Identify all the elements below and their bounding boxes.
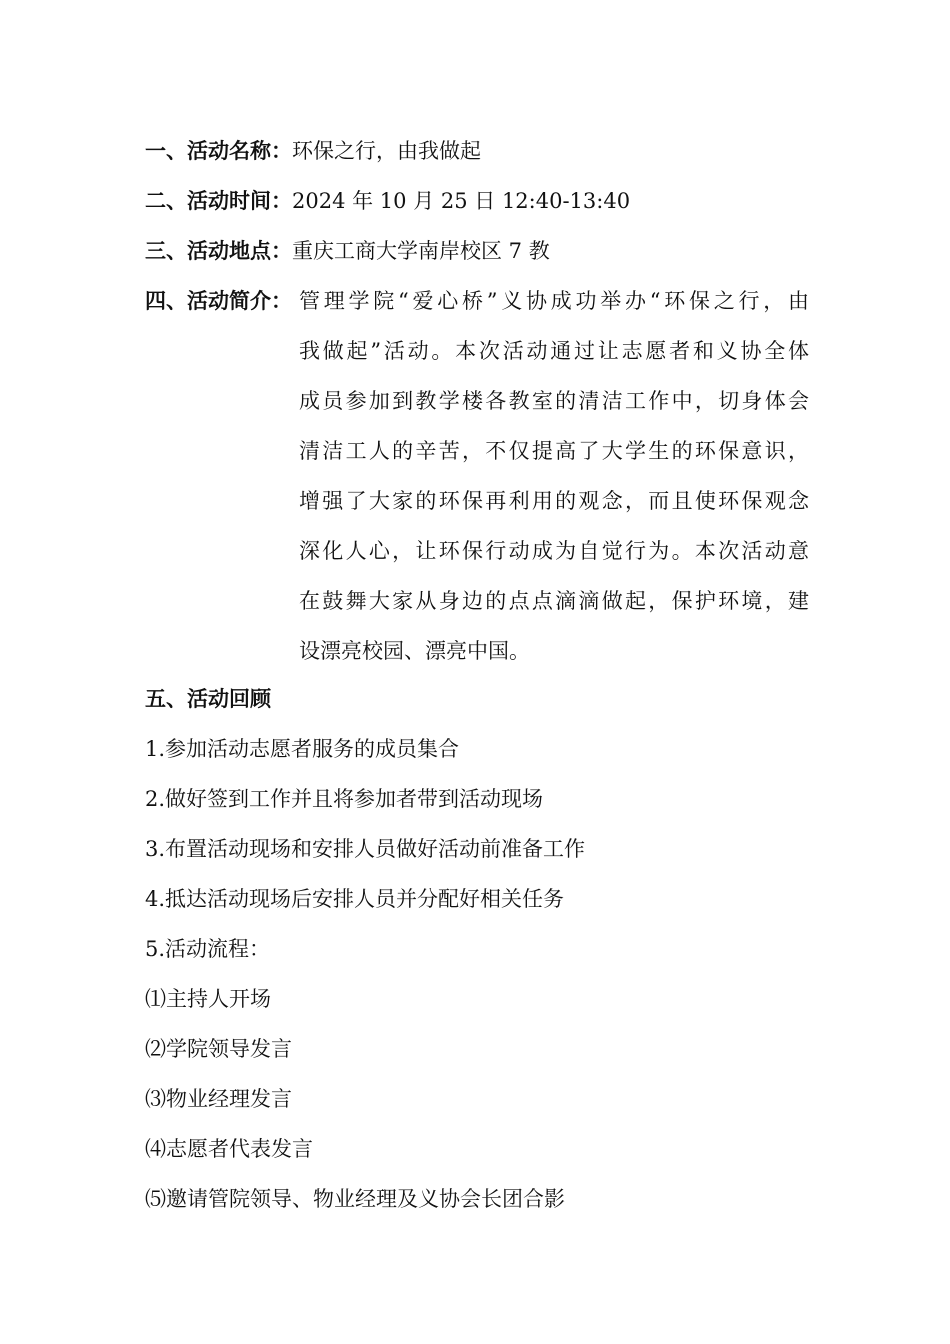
activity-intro-text xyxy=(299,276,809,676)
activity-place-label: 三、活动地点： xyxy=(145,238,292,263)
review-flow-item: ⑴主持人开场 xyxy=(145,987,271,1011)
intro-line: 管理学院“爱心桥”义协成功举办“环保之行，由 xyxy=(299,289,809,313)
review-item: 3.布置活动现场和安排人员做好活动前准备工作 xyxy=(145,837,586,861)
review-flow-item: ⑷志愿者代表发言 xyxy=(145,1137,313,1161)
review-flow-item: ⑵学院领导发言 xyxy=(145,1037,292,1061)
activity-name-row xyxy=(145,136,481,166)
intro-line: 增强了大家的环保再利用的观念，而且使环保观念 xyxy=(299,489,809,513)
intro-line: 设漂亮校园、漂亮中国。 xyxy=(299,639,530,663)
intro-line: 我做起”活动。本次活动通过让志愿者和义协全体 xyxy=(299,339,809,363)
review-flow-item: ⑶物业经理发言 xyxy=(145,1087,292,1111)
review-item: 5.活动流程： xyxy=(145,937,271,961)
activity-place-value: 重庆工商大学南岸校区 7 教 xyxy=(292,239,550,263)
activity-intro-label: 四、活动简介： xyxy=(145,288,292,313)
activity-name-label: 一、活动名称： xyxy=(145,138,292,163)
activity-place-row xyxy=(145,236,550,266)
intro-line: 在鼓舞大家从身边的点点滴滴做起，保护环境，建 xyxy=(299,589,809,613)
review-flow-item: ⑸邀请管院领导、物业经理及义协会长团合影 xyxy=(145,1187,565,1211)
intro-line: 深化人心，让环保行动成为自觉行为。本次活动意 xyxy=(299,539,809,563)
activity-time-row xyxy=(145,186,630,216)
activity-time-value: 2024 年 10 月 25 日 12:40-13:40 xyxy=(292,189,631,213)
activity-review-heading: 五、活动回顾 xyxy=(145,686,271,711)
activity-name-value: 环保之行，由我做起 xyxy=(292,139,481,163)
review-item: 1.参加活动志愿者服务的成员集合 xyxy=(145,737,460,761)
activity-time-label: 二、活动时间： xyxy=(145,188,292,213)
review-item: 4.抵达活动现场后安排人员并分配好相关任务 xyxy=(145,887,565,911)
intro-line: 成员参加到教学楼各教室的清洁工作中，切身体会 xyxy=(299,389,809,413)
intro-line: 清洁工人的辛苦，不仅提高了大学生的环保意识， xyxy=(299,439,809,463)
review-item: 2.做好签到工作并且将参加者带到活动现场 xyxy=(145,787,544,811)
